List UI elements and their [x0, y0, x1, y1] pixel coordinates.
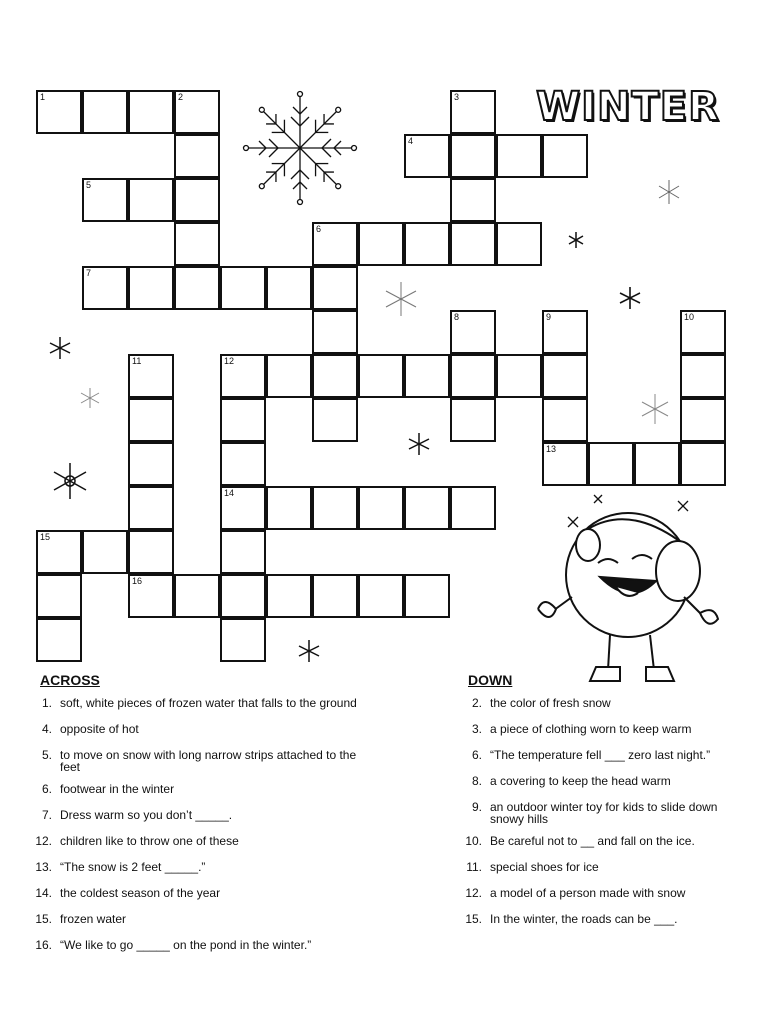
clue-number: 1.: [41, 696, 52, 710]
snowflake-icon: [296, 638, 322, 664]
clue-text: soft, white pieces of frozen water that falls to the ground: [60, 696, 357, 710]
crossword-cell[interactable]: [36, 574, 82, 618]
crossword-cell[interactable]: [220, 442, 266, 486]
crossword-cell[interactable]: [542, 310, 588, 354]
clue-number: 11.: [466, 860, 482, 874]
crossword-cell[interactable]: [266, 266, 312, 310]
crossword-cell[interactable]: [542, 398, 588, 442]
snowflake-icon: [50, 461, 90, 501]
clue-number: 3.: [471, 722, 482, 736]
clue-number: 16: [132, 576, 143, 586]
crossword-cell[interactable]: [266, 574, 312, 618]
crossword-cell[interactable]: [312, 398, 358, 442]
clue-number: 8: [454, 312, 460, 322]
crossword-cell[interactable]: [128, 178, 174, 222]
crossword-cell[interactable]: [174, 222, 220, 266]
clue-number: 14.: [35, 886, 52, 900]
clue-number: 2.: [471, 696, 482, 710]
clue-number: 5: [86, 180, 92, 190]
crossword-cell[interactable]: [680, 398, 726, 442]
crossword-cell[interactable]: [404, 222, 450, 266]
crossword-cell[interactable]: [128, 398, 174, 442]
crossword-cell[interactable]: [450, 222, 496, 266]
clue-text: children like to throw one of these: [60, 834, 239, 848]
clue-number: 9: [546, 312, 552, 322]
crossword-cell[interactable]: [220, 266, 266, 310]
clue-text: the color of fresh snow: [490, 696, 611, 710]
crossword-cell[interactable]: [680, 442, 726, 486]
crossword-cell[interactable]: [174, 134, 220, 178]
clue-text: special shoes for ice: [490, 860, 599, 874]
crossword-cell[interactable]: [128, 90, 174, 134]
clue-text: Dress warm so you don’t _____.: [60, 808, 233, 822]
crossword-cell[interactable]: [220, 574, 266, 618]
clue-text: “We like to go _____ on the pond in the winter.”: [60, 938, 312, 952]
clue-number: 16.: [35, 938, 52, 952]
crossword-cell[interactable]: [680, 310, 726, 354]
clue-text: frozen water: [60, 912, 127, 926]
crossword-cell[interactable]: [358, 354, 404, 398]
crossword-cell[interactable]: [450, 134, 496, 178]
clue-text: an outdoor winter toy for kids to slide down snowy hills: [490, 800, 718, 826]
clue-number: 11: [132, 356, 142, 366]
crossword-cell[interactable]: [266, 486, 312, 530]
clue-number: 10.: [465, 834, 482, 848]
puzzle-title: WINTER: [536, 84, 720, 130]
crossword-cell[interactable]: [174, 266, 220, 310]
crossword-cell[interactable]: [266, 354, 312, 398]
crossword-cell[interactable]: [588, 442, 634, 486]
crossword-cell[interactable]: [404, 134, 450, 178]
crossword-cell[interactable]: [450, 90, 496, 134]
crossword-cell[interactable]: [128, 442, 174, 486]
crossword-cell[interactable]: [36, 90, 82, 134]
crossword-cell[interactable]: [450, 486, 496, 530]
crossword-cell[interactable]: [82, 266, 128, 310]
clue-text: the coldest season of the year: [60, 886, 221, 900]
clue-number: 4.: [41, 722, 52, 736]
crossword-cell[interactable]: [312, 574, 358, 618]
clue-number: 14: [224, 488, 235, 498]
clue-number: 3: [454, 92, 460, 102]
clue-number: 12: [224, 356, 235, 366]
clue-number: 13: [546, 444, 557, 454]
crossword-cell[interactable]: [128, 486, 174, 530]
snowflake-icon: [566, 230, 586, 250]
crossword-cell[interactable]: [312, 310, 358, 354]
clue-text: “The snow is 2 feet _____.”: [60, 860, 206, 874]
clue-number: 15.: [35, 912, 52, 926]
crossword-cell[interactable]: [174, 574, 220, 618]
clue-text: In the winter, the roads can be ___.: [490, 912, 678, 926]
snowflake-icon: [617, 285, 643, 311]
crossword-cell[interactable]: [220, 398, 266, 442]
crossword-cell[interactable]: [36, 618, 82, 662]
clue-text: “The temperature fell ___ zero last night.”: [490, 748, 711, 762]
crossword-cell[interactable]: [450, 398, 496, 442]
snowflake-icon: [638, 392, 672, 426]
crossword-cell[interactable]: [36, 530, 82, 574]
crossword-cell[interactable]: [358, 574, 404, 618]
crossword-cell[interactable]: [542, 354, 588, 398]
crossword-cell[interactable]: [496, 222, 542, 266]
across-heading: ACROSS: [40, 672, 100, 688]
clue-number: 12.: [465, 886, 482, 900]
crossword-cell[interactable]: [128, 574, 174, 618]
clue-number: 4: [408, 136, 414, 146]
clue-number: 15.: [465, 912, 482, 926]
clue-number: 6: [316, 224, 322, 234]
crossword-cell[interactable]: [128, 354, 174, 398]
clue-number: 7.: [41, 808, 52, 822]
crossword-cell[interactable]: [312, 486, 358, 530]
crossword-cell[interactable]: [450, 354, 496, 398]
clue-text: a covering to keep the head warm: [490, 774, 671, 788]
crossword-cell[interactable]: [220, 486, 266, 530]
crossword-cell[interactable]: [82, 530, 128, 574]
crossword-cell[interactable]: [404, 486, 450, 530]
snowflake-icon: [47, 335, 73, 361]
crossword-cell[interactable]: [450, 310, 496, 354]
clue-number: 12.: [35, 834, 52, 848]
clue-text: footwear in the winter: [60, 782, 175, 796]
clue-text: a piece of clothing worn to keep warm: [490, 722, 692, 736]
crossword-cell[interactable]: [128, 530, 174, 574]
crossword-cell[interactable]: [542, 442, 588, 486]
crossword-cell[interactable]: [220, 354, 266, 398]
crossword-cell[interactable]: [404, 574, 450, 618]
snowflake-icon: [240, 88, 360, 208]
snowflake-icon: [655, 178, 683, 206]
clue-text: a model of a person made with snow: [490, 886, 686, 900]
crossword-cell[interactable]: [312, 222, 358, 266]
crossword-cell[interactable]: [634, 442, 680, 486]
down-heading: DOWN: [468, 672, 513, 688]
crossword-cell[interactable]: [174, 90, 220, 134]
snowflake-icon: [78, 386, 102, 410]
crossword-cell[interactable]: [358, 222, 404, 266]
crossword-cell[interactable]: [358, 486, 404, 530]
crossword-cell[interactable]: [312, 266, 358, 310]
clue-number: 6.: [41, 782, 52, 796]
clue-number: 15: [40, 532, 51, 542]
clue-number: 5.: [41, 748, 52, 762]
clue-number: 7: [86, 268, 92, 278]
crossword-cell[interactable]: [496, 354, 542, 398]
crossword-cell[interactable]: [312, 354, 358, 398]
clue-number: 1: [40, 92, 46, 102]
clue-text: to move on snow with long narrow strips attached to the feet: [60, 748, 357, 774]
clue-number: 13.: [35, 860, 52, 874]
clue-text: opposite of hot: [60, 722, 139, 736]
crossword-cell[interactable]: [128, 266, 174, 310]
crossword-cell[interactable]: [404, 354, 450, 398]
crossword-cell[interactable]: [220, 530, 266, 574]
snowball-character-illustration: [528, 485, 728, 695]
crossword-cell[interactable]: [496, 134, 542, 178]
crossword-cell[interactable]: [82, 178, 128, 222]
crossword-cell[interactable]: [220, 618, 266, 662]
crossword-cell[interactable]: [450, 178, 496, 222]
crossword-cell[interactable]: [174, 178, 220, 222]
clue-number: 9.: [471, 800, 482, 814]
crossword-cell[interactable]: [680, 354, 726, 398]
clue-number: 6.: [471, 748, 482, 762]
crossword-cell[interactable]: [542, 134, 588, 178]
snowflake-icon: [382, 280, 420, 318]
snowflake-icon: [406, 431, 432, 457]
clue-number: 2: [178, 92, 184, 102]
clue-text: Be careful not to __ and fall on the ice.: [490, 834, 695, 848]
clue-number: 10: [684, 312, 695, 322]
crossword-cell[interactable]: [82, 90, 128, 134]
clue-number: 8.: [471, 774, 482, 788]
